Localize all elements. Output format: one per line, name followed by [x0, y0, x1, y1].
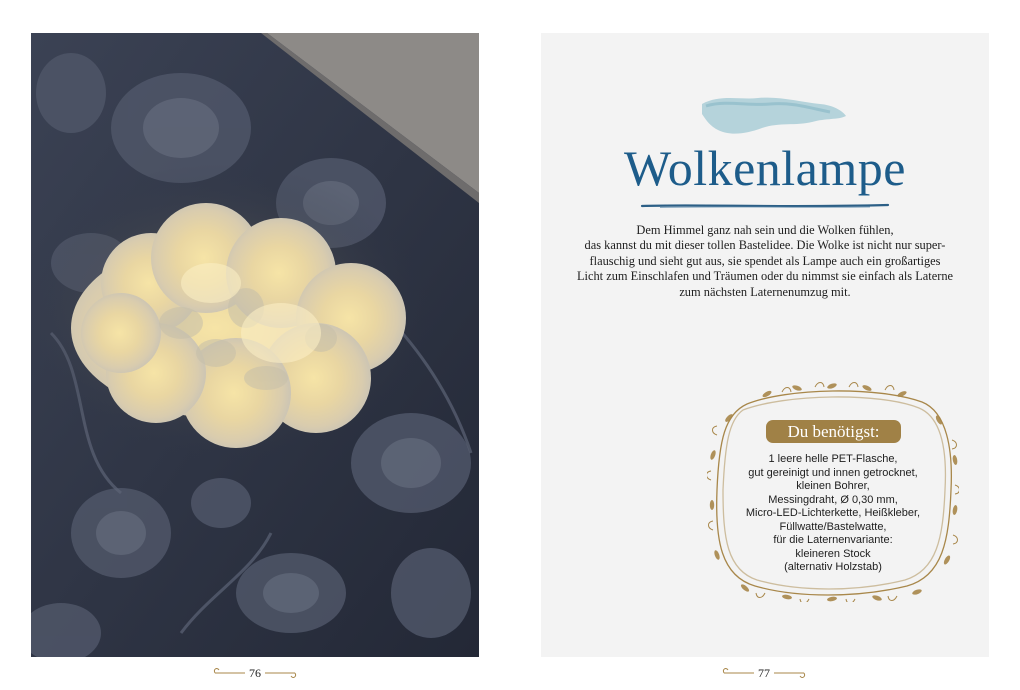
title-underline — [640, 202, 890, 210]
materials-list — [720, 453, 946, 575]
intro-line: Dem Himmel ganz nah sein und die Wolken fühlen, — [636, 223, 894, 237]
page-number-text: 77 — [758, 666, 770, 680]
list-item: Füllwatte/Bastelwatte, — [779, 520, 887, 533]
list-item: gut gereinigt und innen getrocknet, — [748, 466, 918, 479]
list-item: kleinen Bohrer, — [796, 480, 870, 492]
intro-line: Licht zum Einschlafen und Träumen oder du nimmst sie einfach als Laterne — [576, 269, 954, 284]
list-item: (alternativ Holzstab) — [784, 561, 882, 573]
list-item: kleineren Stock — [795, 547, 871, 560]
cloud-lamp-illustration — [31, 33, 479, 657]
intro-line: flauschig und sieht gut aus, sie spendet als Lampe auch ein großartiges — [589, 253, 941, 268]
watercolor-brush-icon — [700, 92, 848, 138]
list-item: 1 leere helle PET-Flasche, — [768, 453, 898, 465]
cloud-lamp-photo — [31, 33, 479, 657]
page-number-right — [714, 663, 814, 683]
list-item: für die Laternenvariante: — [773, 534, 893, 546]
intro-line: zum nächsten Laternenumzug mit. — [679, 284, 851, 299]
page-number-left — [205, 663, 305, 683]
page-title: Wolkenlampe — [624, 140, 906, 196]
page-number-text: 76 — [249, 666, 261, 680]
intro-text — [566, 223, 964, 300]
list-item: Micro-LED-Lichterkette, Heißkleber, — [745, 507, 921, 519]
list-item: Messingdraht, Ø 0,30 mm, — [768, 493, 898, 506]
intro-line: das kannst du mit dieser tollen Bastelidee. Die Wolke ist nicht nur super- — [584, 238, 946, 253]
materials-heading: Du benötigst: — [766, 420, 901, 443]
